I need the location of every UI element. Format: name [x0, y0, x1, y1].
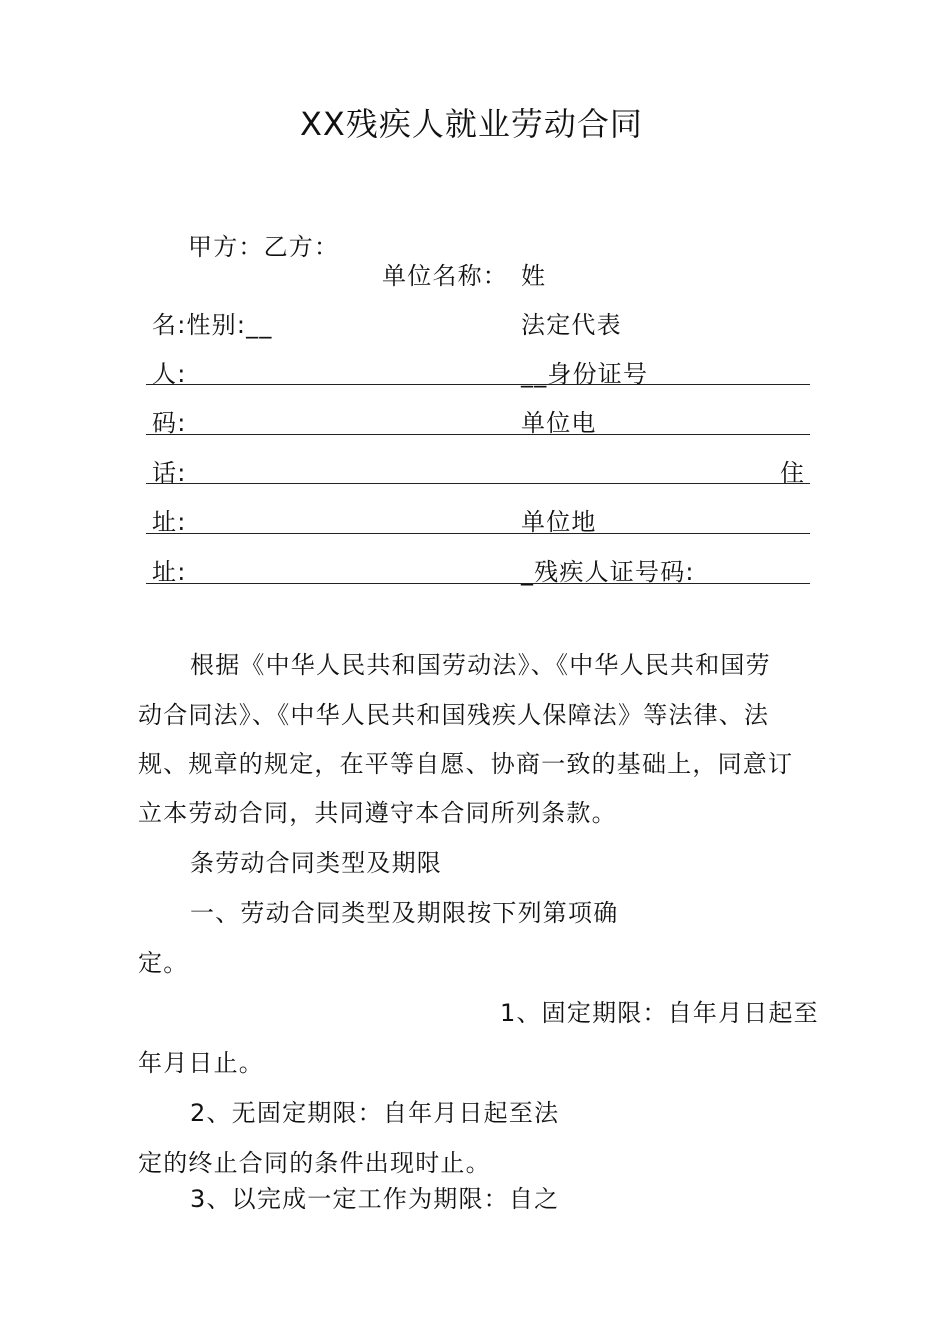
clause-line: 一、劳动合同类型及期限按下列第项确	[190, 899, 619, 927]
clause-line: 定。	[138, 949, 189, 977]
unit-name-label: 单位名称：	[382, 262, 508, 290]
contract-title: XX残疾人就业劳动合同	[300, 105, 643, 143]
code-label: 码:	[152, 409, 187, 437]
item-line: 年月日止。	[138, 1049, 264, 1077]
paragraph-line: 立本劳动合同，共同遵守本合同所列条款。	[138, 799, 617, 827]
address-label: 址:	[152, 508, 187, 536]
residence-label: 住	[780, 459, 806, 487]
form-underline	[146, 583, 810, 584]
form-underline	[146, 384, 810, 385]
article-heading: 条劳动合同类型及期限	[190, 849, 442, 877]
unit-phone-label: 单位电	[521, 409, 597, 437]
item-line: 定的终止合同的条件出现时止。	[138, 1149, 491, 1177]
address-label: 址:	[152, 558, 187, 586]
item-line: 1、固定期限：自年月日起至	[500, 999, 819, 1027]
disability-cert-label: _残疾人证号码:	[521, 558, 695, 586]
form-underline	[146, 434, 810, 435]
rep-person-label: 人:	[152, 360, 187, 388]
phone-label: 话:	[152, 459, 187, 487]
paragraph-line: 规、规章的规定，在平等自愿、协商一致的基础上，同意订	[138, 750, 794, 778]
id-number-label: __身份证号	[521, 360, 649, 388]
name-gender-label: 名:性别:__	[152, 311, 273, 339]
party-header: 甲方：乙方：	[188, 233, 340, 261]
unit-address-label: 单位地	[521, 508, 597, 536]
item-line: 2、无固定期限：自年月日起至法	[190, 1099, 560, 1127]
form-underline	[146, 533, 810, 534]
paragraph-line: 动合同法》、《中华人民共和国残疾人保障法》等法律、法	[138, 701, 770, 729]
surname-label: 姓	[521, 262, 547, 290]
paragraph-line: 根据《中华人民共和国劳动法》、《中华人民共和国劳	[190, 651, 771, 679]
item-line: 3、以完成一定工作为期限：自之	[190, 1185, 560, 1213]
form-underline	[146, 483, 810, 484]
legal-rep-label: 法定代表	[521, 311, 622, 339]
